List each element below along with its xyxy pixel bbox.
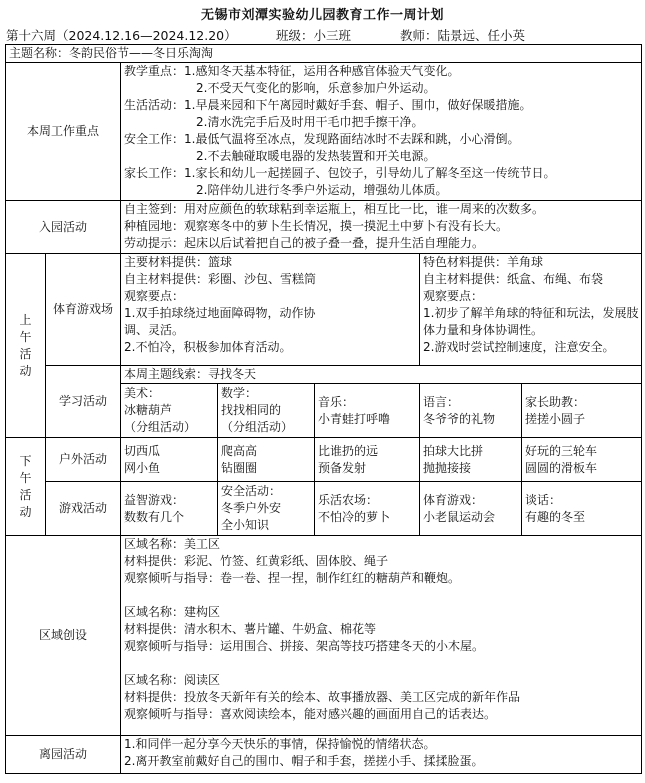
games-label: 游戏活动 <box>46 482 121 536</box>
outdoor-item: 爬高高 钻圈圈 <box>218 438 315 482</box>
arrival-content: 自主签到：用对应颜色的软球粘到幸运瓶上，相互比一比，谁一周来的次数多。 种植园地：观察寒冬中的萝卜生长情况，摸一摸泥土中萝卜有没有长大。 劳动提示：起床以后试着把自己的被子叠一叠，提升生活自理能力。 <box>121 201 642 254</box>
page-title: 无锡市刘潭实验幼儿园教育工作一周计划 <box>200 8 444 23</box>
sports-label: 体育游戏场 <box>46 254 121 366</box>
arrival-label: 入园活动 <box>6 201 121 254</box>
learning-thread: 本周主题线索：寻找冬天 <box>121 366 642 384</box>
outdoor-item: 切西瓜 网小鱼 <box>121 438 218 482</box>
games-item: 体育游戏： 小老鼠运动会 <box>420 482 522 536</box>
outdoor-item: 好玩的三轮车 圆圆的滑板车 <box>522 438 642 482</box>
outdoor-item: 拍球大比拼 抛抛接接 <box>420 438 522 482</box>
class-label: 班级：小三班 <box>276 28 352 43</box>
outdoor-label: 户外活动 <box>46 438 121 482</box>
games-item: 乐活农场： 不怕冷的萝卜 <box>315 482 420 536</box>
sports-right: 特色材料提供：羊角球 自主材料提供：纸盒、布绳、布袋 观察要点： 1.初步了解羊角球的特征和玩法，发展肢 体力量和身体协调性。 2.游戏时尝试控制速度，注意安全。 <box>420 254 642 366</box>
weekly-plan-table <box>5 44 642 774</box>
learning-item: 语言： 冬爷爷的礼物 <box>420 384 522 438</box>
learning-item: 音乐： 小青蛙打呼噜 <box>315 384 420 438</box>
games-item: 安全活动： 冬季户外安 全小知识 <box>218 482 315 536</box>
sports-left: 主要材料提供：篮球 自主材料提供：彩圈、沙包、雪糕筒 观察要点： 1.双手拍球绕过地面障碍物，动作协 调、灵活。 2.不怕冷，积极参加体育活动。 <box>121 254 420 366</box>
departure-content: 1.和同伴一起分享今天快乐的事情，保持愉悦的情绪状态。 2.离开教室前戴好自己的围巾、帽子和手套，搓搓小手、揉揉脸蛋。 <box>121 736 642 774</box>
teacher-label: 教师：陆景远、任小英 <box>400 28 526 43</box>
weekly-focus-content: 教学重点：1.感知冬天基本特征，运用各种感官体验天气变化。 2.不受天气变化的影响，乐意参加户外运动。 生活活动：1.早晨来园和下午离园时戴好手套、帽子、围巾，做好保暖措施。 2.清水洗完手后及时用干毛巾把手擦干净。 安全工作：1.最低气温将至冰点，发现路面结冰时不去踩和跳，小心滑倒。 2.不去触碰取暖电器的发热装置和开关电源。 家长工作：1.家长和幼儿一起搓圆子、包饺子，引导幼儿了解冬至这一传统节日。 2.陪伴幼儿进行冬季户外运动，增强幼儿体质。 <box>121 63 642 201</box>
learning-label: 学习活动 <box>46 366 121 438</box>
weekly-focus-label: 本周工作重点 <box>6 63 121 201</box>
learning-item: 家长助教： 搓搓小圆子 <box>522 384 642 438</box>
areas-content: 区域名称：美工区 材料提供：彩泥、竹签、红黄彩纸、固体胶、绳子 观察倾听与指导：卷一卷、捏一捏，制作红红的糖葫芦和鞭炮。 区域名称：建构区 材料提供：清水积木、薯片罐、牛奶盒、棉花等 观察倾听与指导：运用围合、拼接、架高等技巧搭建冬天的小木屋。 区域名称：阅读区 材料提供：投放冬天新年有关的绘本、故事播放器、美工区完成的新年作品 观察倾听与指导：喜欢阅读绘本，能对感兴趣的画面用自己的话表达。 <box>121 536 642 736</box>
morning-label: 上 午 活 动 <box>6 254 46 438</box>
outdoor-item: 比谁扔的远 预备发射 <box>315 438 420 482</box>
departure-label: 离园活动 <box>6 736 121 774</box>
areas-label: 区域创设 <box>6 536 121 736</box>
week-label: 第十六周（2024.12.16—2024.12.20） <box>6 28 237 43</box>
games-item: 益智游戏： 数数有几个 <box>121 482 218 536</box>
learning-item: 美术： 冰糖葫芦 （分组活动） <box>121 384 218 438</box>
learning-item: 数学： 找找相同的 （分组活动） <box>218 384 315 438</box>
afternoon-label: 下 午 活 动 <box>6 438 46 536</box>
games-item: 谈话： 有趣的冬至 <box>522 482 642 536</box>
theme-row: 主题名称：冬韵民俗节——冬日乐淘淘 <box>6 45 642 63</box>
